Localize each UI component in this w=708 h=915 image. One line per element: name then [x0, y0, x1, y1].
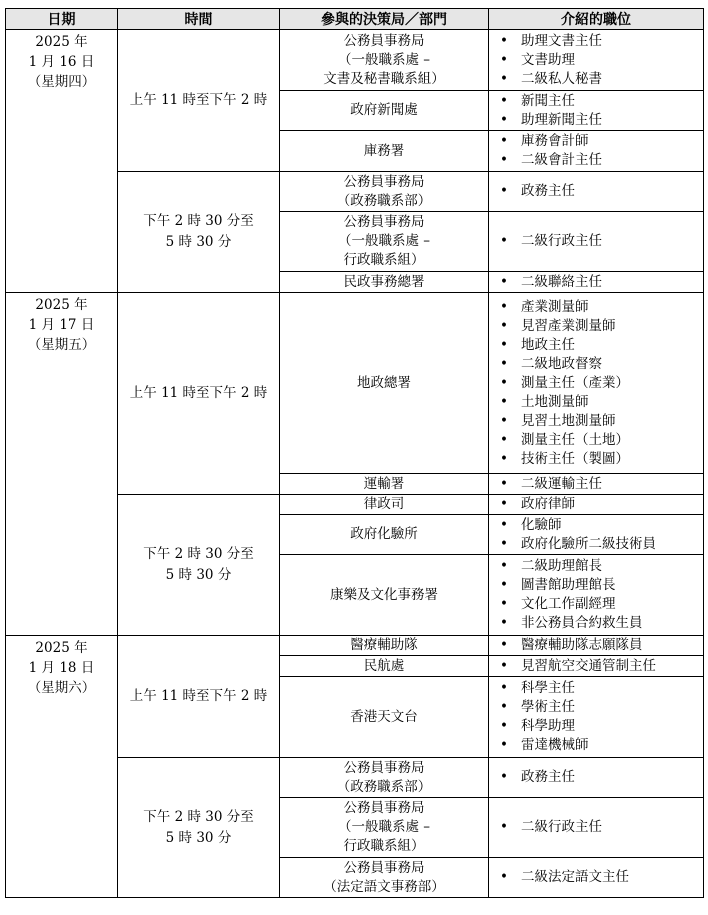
position-item: • 圖書館助理館長: [489, 576, 703, 595]
date-cell: [6, 636, 118, 898]
time-line: 下午 2 時 30 分至: [143, 808, 254, 825]
position-item: • 政務主任: [489, 768, 703, 787]
positions-list: [489, 657, 703, 676]
department-cell: [280, 636, 489, 656]
time-slot-cell: [118, 172, 280, 293]
time-slot-cell: [118, 636, 280, 758]
positions-cell: [489, 636, 704, 656]
positions-list: [489, 636, 703, 655]
table-row: [6, 636, 704, 656]
position-item: • 二級助理館長: [489, 557, 703, 576]
time-slot-cell: [118, 758, 280, 898]
department-line: 民航處: [363, 657, 405, 674]
position-item: • 測量主任（土地）: [489, 431, 703, 450]
department-line: （政務職系部）: [336, 778, 432, 795]
department-line: 康樂及文化事務署: [330, 586, 438, 603]
position-item: • 二級行政主任: [489, 232, 703, 251]
positions-cell: [489, 212, 704, 272]
department-line: 公務員事務局: [343, 800, 425, 816]
department-cell: [280, 91, 489, 131]
positions-list: [489, 273, 703, 292]
position-item: • 測量主任（產業）: [489, 374, 703, 393]
department-line: （政務職系部）: [336, 192, 432, 209]
time-slot-cell: [118, 495, 280, 636]
department-cell: [280, 30, 489, 91]
positions-cell: [489, 798, 704, 858]
department-line: 運輸署: [363, 475, 405, 492]
date-line: 2025 年: [35, 34, 88, 50]
position-item: • 地政主任: [489, 336, 703, 355]
time-line: 下午 2 時 30 分至: [143, 213, 254, 229]
date-cell: [6, 293, 118, 636]
position-item: • 二級私人秘書: [489, 70, 703, 89]
time-line: 5 時 30 分: [165, 567, 232, 583]
department-cell: [280, 758, 489, 798]
date-line: 1 月 16 日: [28, 54, 95, 70]
date-line: （星期六）: [27, 680, 96, 696]
department-line: 民政事務總署: [343, 273, 425, 290]
date-line: （星期五）: [27, 337, 96, 353]
date-line: 2025 年: [35, 297, 88, 313]
department-line: 政府新聞處: [350, 102, 418, 118]
position-item: • 土地測量師: [489, 393, 703, 412]
table-header: [6, 9, 704, 30]
positions-list: [489, 132, 703, 170]
position-item: • 雷達機械師: [489, 736, 703, 755]
position-item: • 文書助理: [489, 51, 703, 70]
time-slot-cell: [118, 293, 280, 495]
department-cell: [280, 515, 489, 555]
department-cell: [280, 272, 489, 293]
position-item: • 二級運輸主任: [489, 475, 703, 494]
position-item: • 二級地政督察: [489, 355, 703, 374]
position-item: • 醫療輔助隊志願隊員: [489, 636, 703, 655]
position-item: • 科學助理: [489, 717, 703, 736]
position-item: • 科學主任: [489, 679, 703, 698]
department-cell: [280, 677, 489, 758]
department-line: 行政職系組）: [343, 838, 425, 854]
date-line: 2025 年: [35, 640, 88, 656]
position-item: • 助理新聞主任: [489, 111, 703, 130]
time-slot-cell: [118, 30, 280, 172]
header-date: 日期: [6, 9, 118, 30]
table-row: [6, 293, 704, 474]
position-item: • 技術主任（製圖）: [489, 450, 703, 469]
department-line: 醫療輔助隊: [350, 637, 418, 653]
positions-cell: [489, 91, 704, 131]
department-cell: [280, 555, 489, 636]
position-item: • 非公務員合約救生員: [489, 614, 703, 633]
position-item: • 見習產業測量師: [489, 317, 703, 336]
positions-list: [489, 32, 703, 89]
department-line: （法定語文事務部）: [323, 878, 445, 895]
position-item: • 新聞主任: [489, 92, 703, 111]
department-line: 公務員事務局: [343, 32, 425, 49]
positions-list: [489, 182, 703, 201]
position-item: • 化驗師: [489, 516, 703, 535]
positions-list: [489, 679, 703, 755]
position-item: • 產業測量師: [489, 298, 703, 317]
schedule-table: [5, 8, 704, 898]
positions-list: [489, 475, 703, 494]
positions-cell: [489, 515, 704, 555]
positions-cell: [489, 172, 704, 212]
time-line: 上午 11 時至下午 2 時: [129, 92, 268, 108]
date-line: （星期四）: [27, 74, 96, 90]
positions-cell: [489, 758, 704, 798]
header-row: [6, 9, 704, 30]
department-cell: [280, 798, 489, 858]
department-cell: [280, 495, 489, 515]
position-item: • 助理文書主任: [489, 32, 703, 51]
time-line: 上午 11 時至下午 2 時: [129, 385, 268, 401]
department-cell: [280, 212, 489, 272]
department-line: 地政總署: [357, 374, 411, 391]
table-body: [6, 30, 704, 898]
position-item: • 見習航空交通管制主任: [489, 657, 703, 676]
department-cell: [280, 474, 489, 495]
position-item: • 政府律師: [489, 495, 703, 514]
department-line: 公務員事務局: [343, 214, 425, 230]
position-item: • 二級行政主任: [489, 818, 703, 837]
header-department: 參與的決策局／部門: [280, 9, 489, 30]
table-row: [6, 30, 704, 91]
department-line: （一般職系處 –: [337, 819, 431, 835]
department-line: 文書及秘書職系組）: [323, 70, 445, 87]
position-item: • 庫務會計師: [489, 132, 703, 151]
department-line: 庫務署: [363, 142, 405, 159]
date-cell: [6, 30, 118, 293]
department-cell: [280, 131, 489, 172]
department-cell: [280, 293, 489, 474]
department-cell: [280, 858, 489, 898]
header-positions: 介紹的職位: [489, 9, 704, 30]
positions-cell: [489, 272, 704, 293]
positions-cell: [489, 858, 704, 898]
time-line: 5 時 30 分: [165, 829, 232, 846]
positions-cell: [489, 293, 704, 474]
department-line: 行政職系組）: [343, 252, 425, 268]
positions-list: [489, 495, 703, 514]
positions-list: [489, 232, 703, 251]
position-item: • 見習土地測量師: [489, 412, 703, 431]
positions-cell: [489, 30, 704, 91]
department-line: 律政司: [363, 496, 405, 512]
department-line: 香港天文台: [350, 708, 418, 725]
date-line: 1 月 17 日: [28, 317, 95, 333]
position-item: • 文化工作副經理: [489, 595, 703, 614]
department-line: 公務員事務局: [343, 759, 425, 776]
department-line: 公務員事務局: [343, 859, 425, 876]
positions-cell: [489, 131, 704, 172]
positions-list: [489, 298, 703, 469]
time-line: 5 時 30 分: [165, 234, 232, 250]
header-time: 時間: [118, 9, 280, 30]
department-cell: [280, 656, 489, 677]
positions-cell: [489, 495, 704, 515]
positions-list: [489, 868, 703, 887]
position-item: • 二級會計主任: [489, 151, 703, 170]
positions-list: [489, 516, 703, 554]
positions-cell: [489, 677, 704, 758]
department-cell: [280, 172, 489, 212]
department-line: 政府化驗所: [350, 526, 418, 542]
position-item: • 二級法定語文主任: [489, 868, 703, 887]
positions-list: [489, 92, 703, 130]
positions-list: [489, 768, 703, 787]
position-item: • 二級聯絡主任: [489, 273, 703, 292]
department-line: （一般職系處 –: [337, 51, 431, 68]
positions-cell: [489, 656, 704, 677]
date-line: 1 月 18 日: [28, 660, 95, 676]
positions-list: [489, 818, 703, 837]
position-item: • 政務主任: [489, 182, 703, 201]
positions-list: [489, 557, 703, 633]
positions-cell: [489, 474, 704, 495]
department-line: 公務員事務局: [343, 173, 425, 190]
positions-cell: [489, 555, 704, 636]
position-item: • 政府化驗所二級技術員: [489, 535, 703, 554]
time-line: 下午 2 時 30 分至: [143, 546, 254, 562]
department-line: （一般職系處 –: [337, 233, 431, 249]
time-line: 上午 11 時至下午 2 時: [129, 688, 268, 704]
position-item: • 學術主任: [489, 698, 703, 717]
